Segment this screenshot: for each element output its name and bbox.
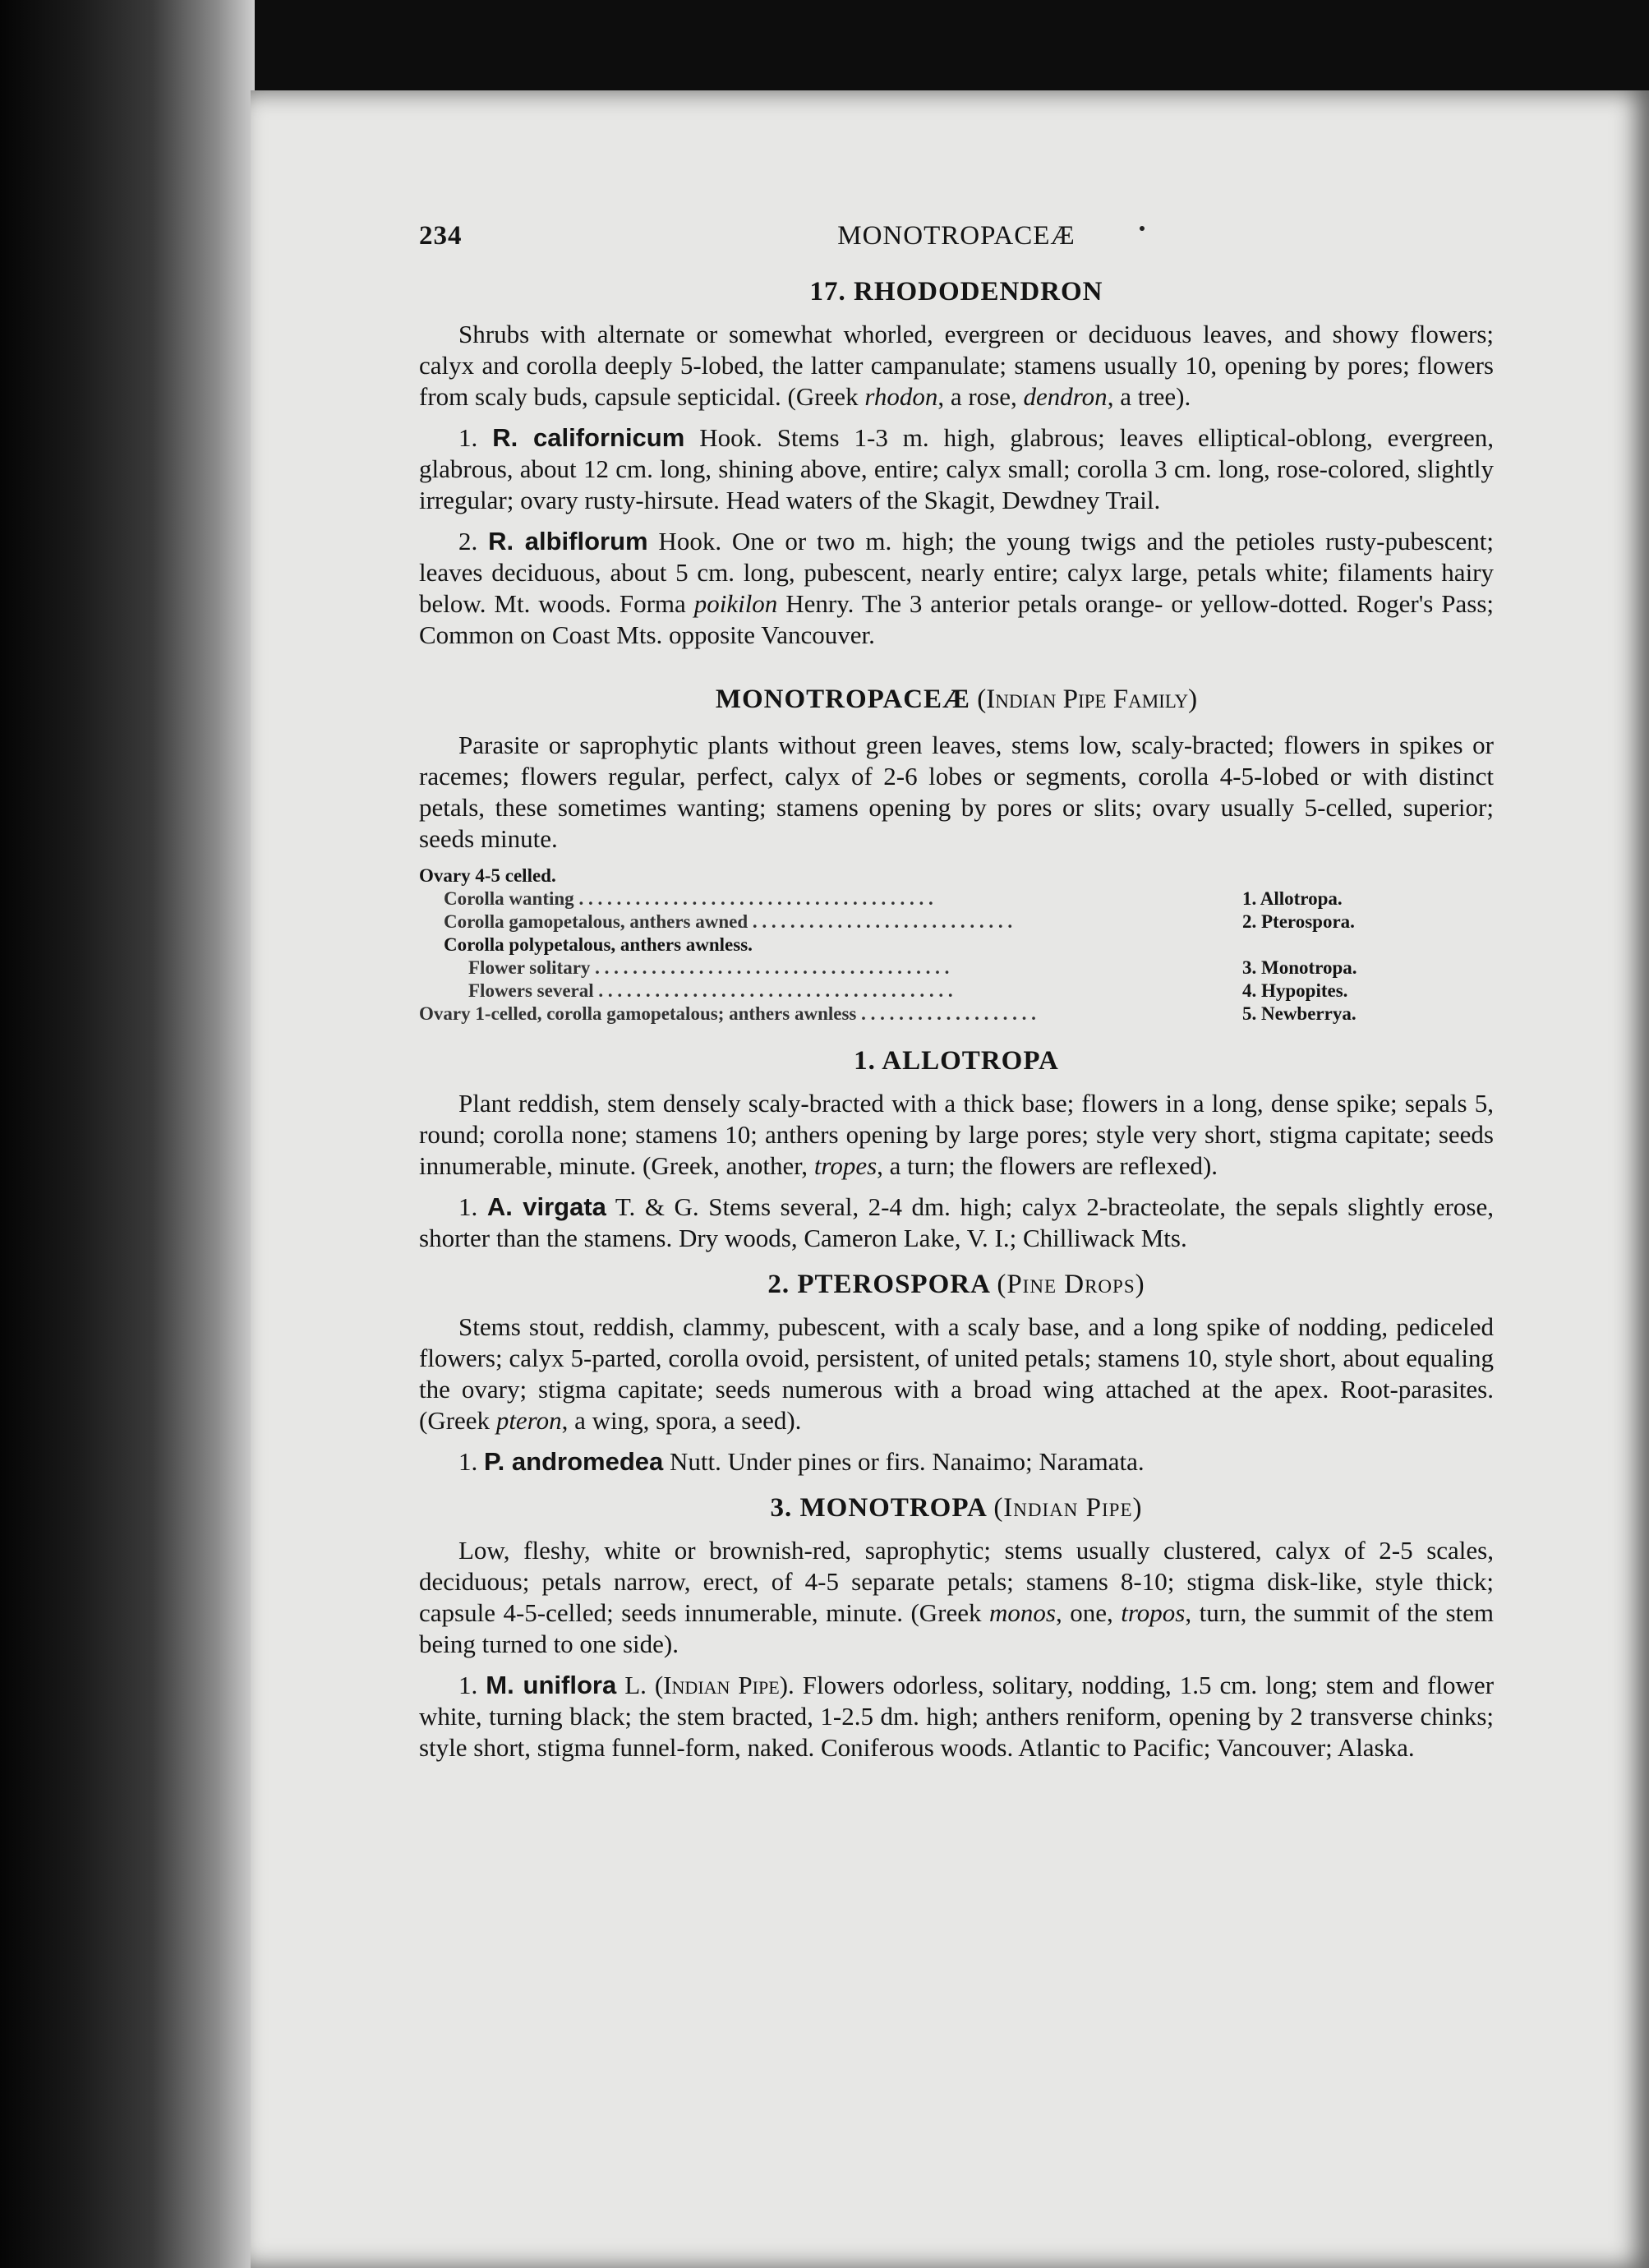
species-name: R. albiflorum [488, 527, 648, 555]
species-entry-p-andromedea: 1. P. andromedea Nutt. Under pines or firs. Nanaimo; Naramata. [458, 1447, 1145, 1476]
key-row: Flower solitary . . . . . . . . . . . . . . . . . . . . . . . . . . . . . . . . . . . . . . 3. Monotropa. [468, 957, 1357, 978]
key-row: Ovary 4-5 celled. [419, 865, 556, 886]
species-entry-r-albiflorum: 2. R. albiflorum Hook. One or two m. high; the young twigs and the petioles rusty-pubescent; leaves deciduous, about 5 cm. long, pubescent, nearly entire; calyx large, petals white; filaments hairy below. Mt. woods. Forma poikilon Henry. The 3 anterior petals orange- or yellow-dotted. Roger's Pass; Common on Coast Mts. opposite Vancouver. [419, 527, 1495, 649]
genus-description-monotropa: Low, fleshy, white or brownish-red, saprophytic; stems usually clustered, calyx of 2-5 scales, deciduous; petals narrow, erect, of 4-5 separate petals; stamens 8-10; stigma disk-like, style thick; capsule 4-5-celled; seeds innumerable, minute. (Greek monos, one, tropos, turn, the summit of the stem being turned to one side). [419, 1536, 1495, 1658]
genus-heading-pterospora: 2. PTEROSPORA (Pine Drops) [767, 1270, 1145, 1299]
family-heading: MONOTROPACEÆ (Indian Pipe Family) [715, 685, 1198, 714]
running-head [419, 220, 1494, 258]
genus-description-rhododendron: Shrubs with alternate or somewhat whorled, evergreen or deciduous leaves, and showy flowers; calyx and corolla deeply 5-lobed, the latter campanulate; stamens usually 10, opening by pores; flowers from scaly buds, capsule septicidal. (Greek rhodon, a rose, dendron, a tree). [419, 320, 1494, 411]
running-head-title: MONOTROPACEÆ [837, 221, 1076, 251]
key-row: Corolla gamopetalous, anthers awned . . . . . . . . . . . . . . . . . . . . . . . . . . . . 2. Pterospora. [444, 911, 1355, 932]
genus-description-pterospora: Stems stout, reddish, clammy, pubescent, with a scaly base, and a long spike of nodding, pediceled flowers; calyx 5-parted, corolla ovoid, persistent, of united petals; stamens 10, style short, about equaling the ovary; stigma capitate; seeds numerous with a broad wing attached at the apex. Root-parasites. (Greek pteron, a wing, spora, a seed). [419, 1312, 1494, 1435]
genus-description-allotropa: Plant reddish, stem densely scaly-bracted with a thick base; flowers in a long, dense spike; sepals 5, round; corolla none; stamens 10; anthers opening by large pores; style very short, stigma capitate; seeds innumerable, minute. (Greek, another, tropes, a turn; the flowers are reflexed). [419, 1089, 1494, 1180]
key-row: Flowers several . . . . . . . . . . . . . . . . . . . . . . . . . . . . . . . . . . . . . . 4. Hypopites. [468, 980, 1348, 1001]
page-number: 234 [419, 221, 463, 251]
key-row: Ovary 1-celled, corolla gamopetalous; anthers awnless . . . . . . . . . . . . . . . . . . . 5. Newberrya. [419, 1003, 1357, 1024]
species-name: A. virgata [486, 1192, 606, 1221]
species-name: P. andromedea [484, 1447, 664, 1476]
book-binding-shadow [0, 0, 255, 2268]
species-name: R. californicum [492, 423, 685, 452]
species-entry-r-californicum: 1. R. californicum Hook. Stems 1-3 m. high, glabrous; leaves elliptical-oblong, evergreen, glabrous, about 12 cm. long, shining above, entire; calyx small; corolla 3 cm. long, rose-colored, slightly irregular; ovary rusty-hirsute. Head waters of the Skagit, Dewdney Trail. [419, 423, 1495, 514]
genus-heading-rhododendron: 17. RHODODENDRON [809, 277, 1103, 307]
species-name: M. uniflora [486, 1671, 617, 1699]
species-entry-a-virgata: 1. A. virgata T. & G. Stems several, 2-4 dm. high; calyx 2-bracteolate, the sepals slightly erose, shorter than the stamens. Dry woods, Cameron Lake, V. I.; Chilliwack Mts. [419, 1192, 1494, 1252]
key-row: Corolla wanting . . . . . . . . . . . . . . . . . . . . . . . . . . . . . . . . . . . . . . 1. Allotropa. [444, 888, 1343, 909]
family-description: Parasite or saprophytic plants without green leaves, stems low, scaly-bracted; flowers in spikes or racemes; flowers regular, perfect, calyx of 2-6 lobes or segments, corolla 4-5-lobed or with distinct petals, these sometimes wanting; stamens opening by pores or slits; ovary usually 5-celled, superior; seeds minute. [419, 731, 1494, 853]
genus-heading-monotropa: 3. MONOTROPA (Indian Pipe) [770, 1493, 1143, 1523]
species-entry-m-uniflora: 1. M. uniflora L. (Indian Pipe). Flowers odorless, solitary, nodding, 1.5 cm. long; stem and flower white, turning black; the stem bracted, 1-2.5 dm. high; anthers reniform, opening by 2 transverse chinks; style short, stigma funnel-form, naked. Coniferous woods. Atlantic to Pacific; Vancouver; Alaska. [419, 1671, 1495, 1762]
key-row: Corolla polypetalous, anthers awnless. [444, 934, 753, 955]
genus-key [419, 864, 1494, 1026]
genus-heading-allotropa: 1. ALLOTROPA [854, 1046, 1059, 1076]
page-content [419, 220, 1494, 1773]
